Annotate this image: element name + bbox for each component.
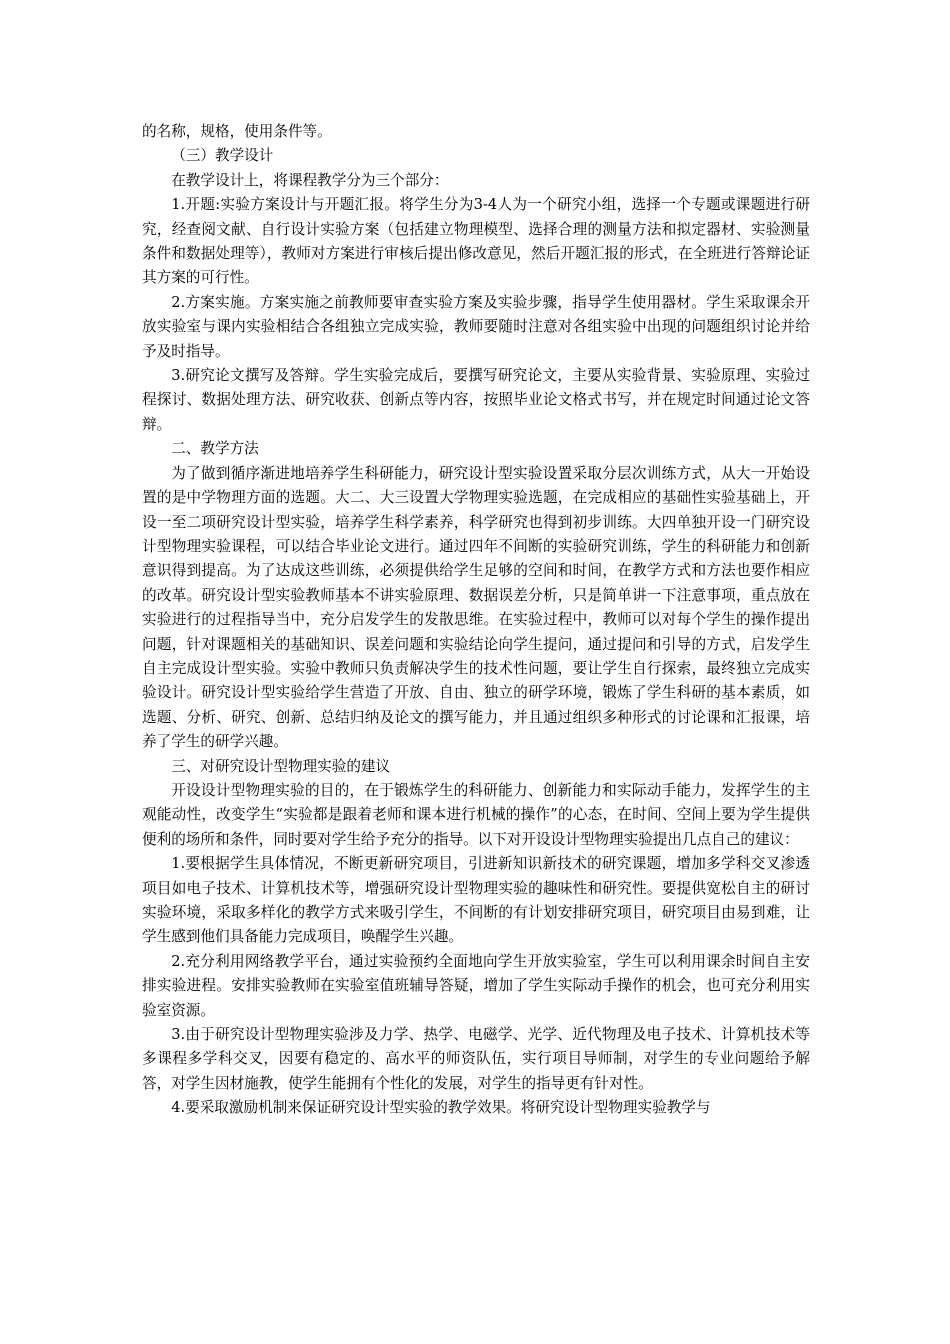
paragraph: 开设设计型物理实验的目的，在于锻炼学生的科研能力、创新能力和实际动手能力，发挥学生的主观能动性，改变学生“实验都是跟着老师和课本进行机械的操作”的心态，在时间、空间上要为学生提供便利的场所和条件，同时要对学生给予充分的指导。以下对开设设计型物理实验提出几点自己的建议：: [142, 781, 810, 848]
section-heading-teaching-methods: 二、教学方法: [171, 440, 259, 458]
section-heading-teaching-design: （三）教学设计: [171, 147, 274, 165]
paragraph: 4.要采取激励机制来保证研究设计型实验的教学效果。将研究设计型物理实验教学与: [171, 1099, 711, 1117]
paragraph: 1.要根据学生具体情况，不断更新研究项目，引进新知识新技术的研究课题，增加多学科交叉渗透项目如电子技术、计算机技术等，增强研究设计型物理实验的趣味性和研究性。要提供宽松自主的研讨实验环境，采取多样化的教学方式来吸引学生，不间断的有计划安排研究项目，研究项目由易到难，让学生感到他们具备能力完成项目，唤醒学生兴趣。: [142, 855, 810, 946]
paragraph-continued: 的名称，规格，使用条件等。: [142, 123, 332, 140]
paragraph: 3.研究论文撰写及答辩。学生实验完成后，要撰写研究论文，主要从实验背景、实验原理、实验过程探讨、数据处理方法、研究收获、创新点等内容，按照毕业论文格式书写，并在规定时间通过论文答辩。: [142, 367, 810, 433]
paragraph: 2.方案实施。方案实施之前教师要审查实验方案及实验步骤，指导学生使用器材。学生采取课余开放实验室与课内实验相结合各组独立完成实验，教师要随时注意对各组实验中出现的问题组织讨论并给予及时指导。: [142, 293, 810, 360]
section-heading-suggestions: 三、对研究设计型物理实验的建议: [171, 757, 391, 775]
paragraph: 2.充分利用网络教学平台，通过实验预约全面地向学生开放实验室，学生可以利用课余时间自主安排实验进程。安排实验教师在实验室值班辅导答疑，增加了学生实际动手操作的机会，也可充分利用实验室资源。: [142, 952, 810, 1019]
document-page: [142, 120, 810, 1121]
paragraph: 为了做到循序渐进地培养学生科研能力，研究设计型实验设置采取分层次训练方式，从大一开始设置的是中学物理方面的选题。大二、大三设置大学物理实验选题，在完成相应的基础性实验基础上，开设一至二项研究设计型实验，培养学生科学素养，科学研究也得到初步训练。大四单独开设一门研究设计型物理实验课程，可以结合毕业论文进行。通过四年不间断的实验研究训练，学生的科研能力和创新意识得到提高。为了达成这些训练，必须提供给学生足够的空间和时间，在教学方式和方法也要作相应的改革。研究设计型实验教师基本不讲实验原理、数据误差分析，只是简单讲一下注意事项，重点放在实验进行的过程指导当中，充分启发学生的发散思维。在实验过程中，教师可以对每个学生的操作提出问题，针对课题相关的基础知识、误差问题和实验结论向学生提问，通过提问和引导的方式，启发学生自主完成设计型实验。实验中教师只负责解决学生的技术性问题，要让学生自行探索，最终独立完成实验设计。研究设计型实验给学生营造了开放、自由、独立的研学环境，锻炼了学生科研的基本素质，如选题、分析、研究、创新、总结归纳及论文的撰写能力，并且通过组织多种形式的讨论课和汇报课，培养了学生的研学兴趣。: [142, 464, 810, 751]
paragraph: 在教学设计上，将课程教学分为三个部分：: [171, 171, 449, 189]
paragraph: 3.由于研究设计型物理实验涉及力学、热学、电磁学、光学、近代物理及电子技术、计算机技术等多课程多学科交叉，因要有稳定的、高水平的师资队伍，实行项目导师制，对学生的专业问题给予解答，对学生因材施教，使学生能拥有个性化的发展，对学生的指导更有针对性。: [142, 1026, 810, 1092]
paragraph: 1.开题:实验方案设计与开题汇报。将学生分为3-4人为一个研究小组，选择一个专题或课题进行研究，经查阅文献、自行设计实验方案（包括建立物理模型、选择合理的测量方法和拟定器材、实验测量条件和数据处理等），教师对方案进行审核后提出修改意见，然后开题汇报的形式，在全班进行答辩论证其方案的可行性。: [142, 196, 810, 287]
